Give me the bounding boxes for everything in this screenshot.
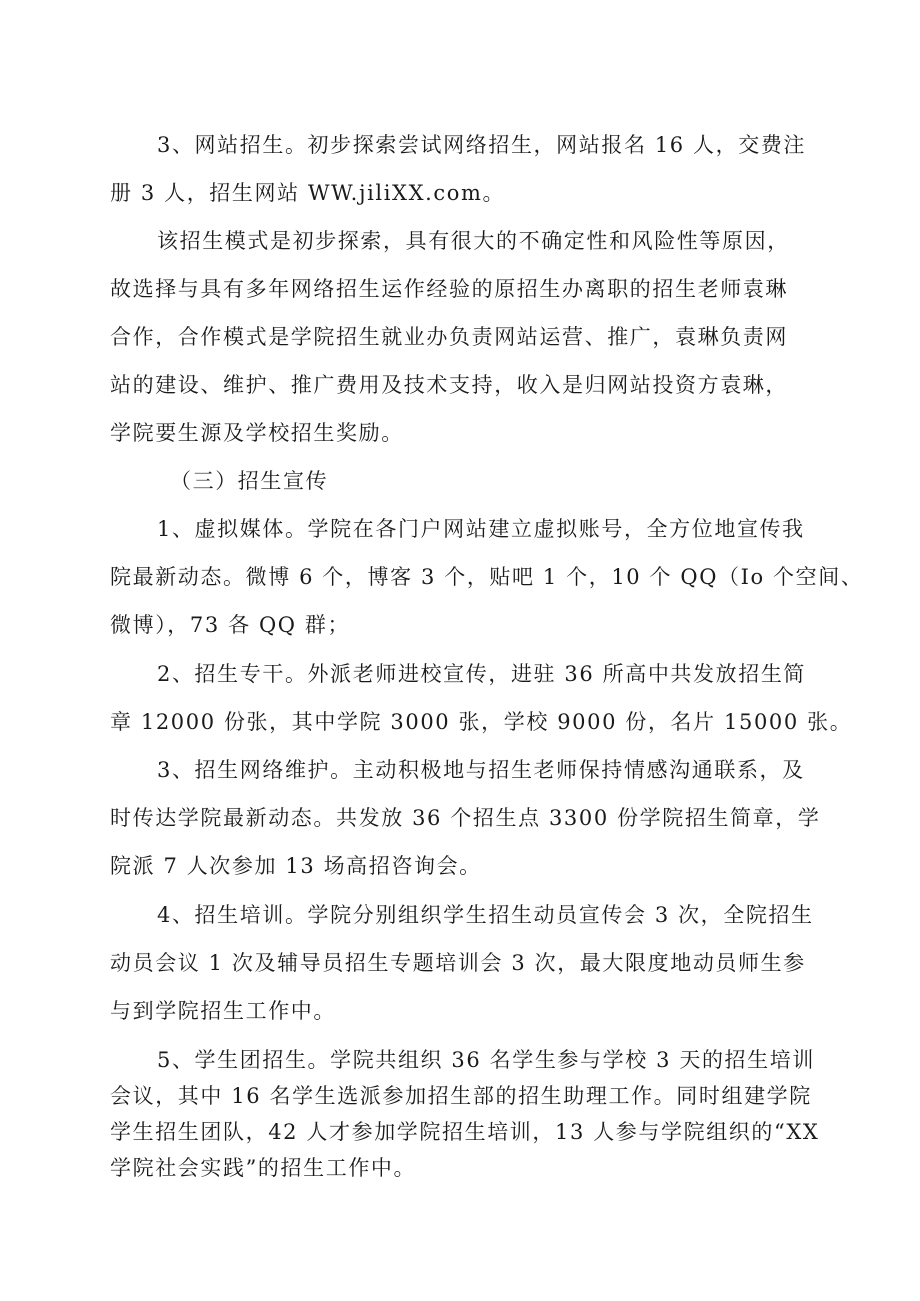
section-heading: （三）招生宣传 — [170, 469, 329, 493]
paragraph-line: 学院要生源及学校招生奖励。 — [110, 421, 404, 445]
paragraph-line: 学院社会实践”的招生工作中。 — [110, 1156, 417, 1180]
paragraph-line: 会议，其中 16 名学生选派参加招生部的招生助理工作。同时组建学院 — [110, 1084, 812, 1108]
paragraph-line: 动员会议 1 次及辅导员招生专题培训会 3 次，最大限度地动员师生参 — [110, 951, 806, 975]
paragraph-line: 院最新动态。微博 6 个，博客 3 个，贴吧 1 个，10 个 QQ（Io 个空间、 — [110, 565, 864, 589]
paragraph-line: 院派 7 人次参加 13 场高招咨询会。 — [110, 854, 482, 878]
paragraph-line: 该招生模式是初步探索，具有很大的不确定性和风险性等原因， — [157, 229, 790, 253]
paragraph-line: 与到学院招生工作中。 — [110, 999, 336, 1023]
paragraph-line: 册 3 人，招生网站 WW.jiliXX.com。 — [110, 181, 506, 205]
paragraph-line: 故选择与具有多年网络招生运作经验的原招生办离职的招生老师袁琳 — [110, 277, 788, 301]
paragraph-line: 2、招生专干。外派老师进校宣传，进驻 36 所高中共发放招生简 — [157, 662, 807, 686]
paragraph-line: 时传达学院最新动态。共发放 36 个招生点 3300 份学院招生简章，学 — [110, 806, 821, 830]
paragraph-line: 4、招生培训。学院分别组织学生招生动员宣传会 3 次，全院招生 — [157, 903, 814, 927]
paragraph-line: 学生招生团队，42 人才参加学院招生培训，13 人参与学院组织的“XX — [110, 1120, 820, 1144]
paragraph-line: 3、招生网络维护。主动积极地与招生老师保持情感沟通联系，及 — [157, 758, 805, 782]
paragraph-line: 微博），73 各 QQ 群； — [110, 613, 351, 637]
paragraph-line: 合作，合作模式是学院招生就业办负责网站运营、推广，袁琳负责网 — [110, 325, 788, 349]
paragraph-line: 1、虚拟媒体。学院在各门户网站建立虚拟账号，全方位地宣传我 — [157, 517, 805, 541]
paragraph-line: 3、网站招生。初步探索尝试网络招生，网站报名 16 人，交费注 — [157, 133, 807, 157]
paragraph-line: 5、学生团招生。学院共组织 36 名学生参与学校 3 天的招生培训 — [157, 1048, 815, 1072]
paragraph-line: 站的建设、维护、推广费用及技术支持，收入是归网站投资方袁琳， — [110, 373, 788, 397]
paragraph-line: 章 12000 份张，其中学院 3000 张，学校 9000 份，名片 15000 张。 — [110, 710, 853, 734]
